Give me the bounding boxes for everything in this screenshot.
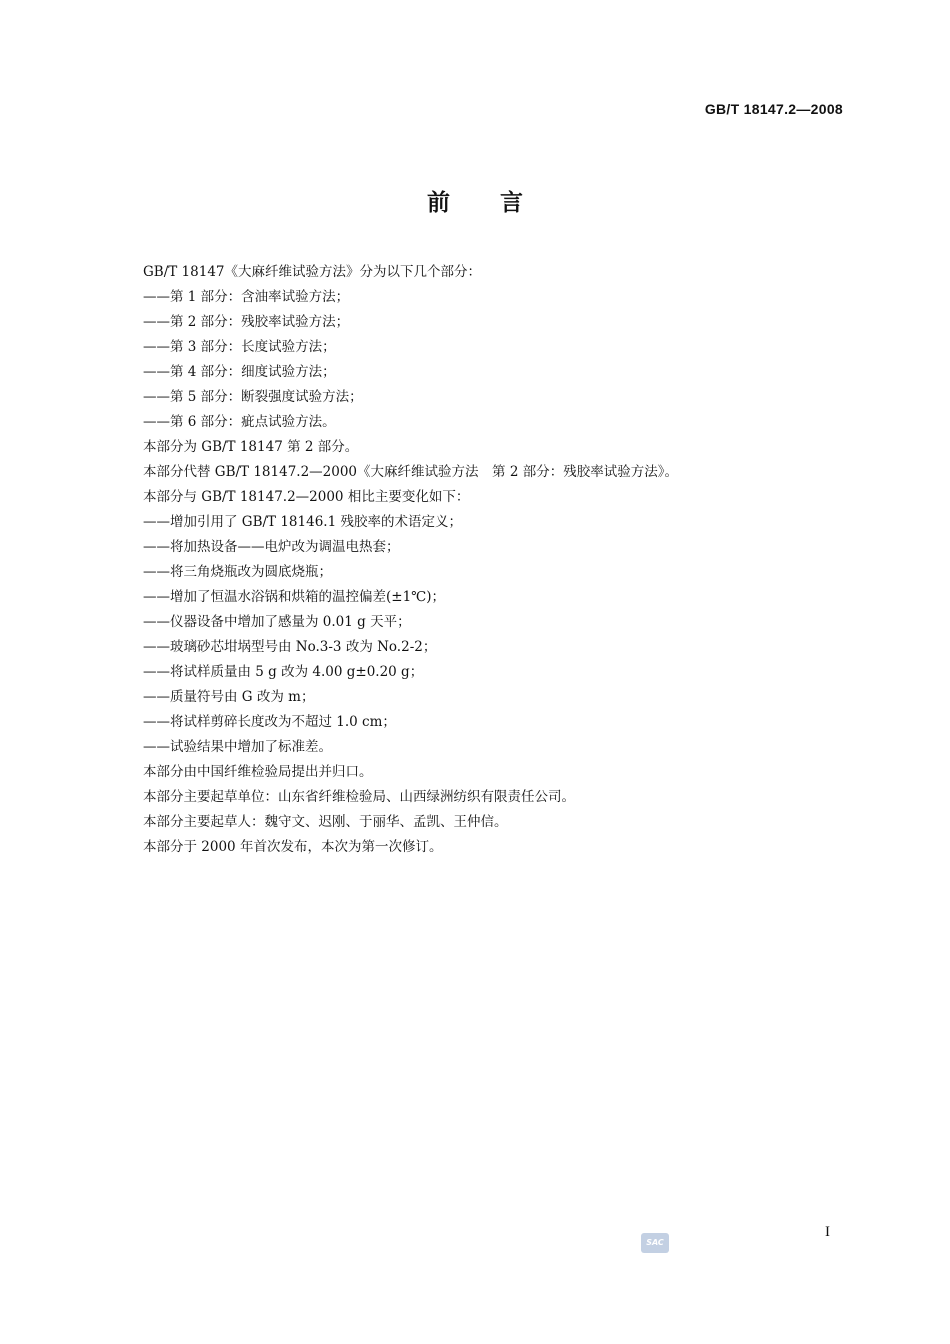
foreword-body: [143, 262, 843, 862]
text-line: ——将三角烧瓶改为圆底烧瓶；: [143, 564, 332, 580]
page-number: I: [825, 1224, 830, 1240]
text-line: ——增加了恒温水浴锅和烘箱的温控偏差(±1℃)；: [143, 589, 446, 605]
text-line: ——质量符号由 G 改为 m；: [143, 689, 315, 705]
text-line: ——增加引用了 GB/T 18146.1 残胶率的术语定义；: [143, 514, 462, 530]
text-line: ——试验结果中增加了标准差。: [143, 739, 332, 755]
standard-code: GB/T 18147.2—2008: [704, 101, 843, 117]
text-line: GB/T 18147《大麻纤维试验方法》分为以下几个部分：: [143, 264, 481, 280]
text-line: ——将试样质量由 5 g 改为 4.00 g±0.20 g；: [143, 664, 424, 680]
text-line: ——第 6 部分：疵点试验方法。: [143, 414, 336, 430]
text-line: ——第 5 部分：断裂强度试验方法；: [143, 389, 363, 405]
text-line: ——第 4 部分：细度试验方法；: [143, 364, 336, 380]
text-line: ——第 2 部分：残胶率试验方法；: [143, 314, 350, 330]
text-line: 本部分主要起草单位：山东省纤维检验局、山西绿洲纺织有限责任公司。: [143, 789, 575, 805]
text-line: ——将试样剪碎长度改为不超过 1.0 cm；: [143, 714, 396, 730]
text-line: ——将加热设备——电炉改为调温电热套；: [143, 539, 400, 555]
text-line: ——玻璃砂芯坩埚型号由 No.3-3 改为 No.2-2；: [143, 639, 437, 655]
sac-logo: SAC: [641, 1233, 669, 1253]
text-line: 本部分代替 GB/T 18147.2—2000《大麻纤维试验方法 第 2 部分：残胶率试验方法》。: [143, 464, 678, 480]
text-line: 本部分为 GB/T 18147 第 2 部分。: [143, 439, 359, 455]
text-line: 本部分于 2000 年首次发布，本次为第一次修订。: [143, 839, 443, 855]
text-line: 本部分与 GB/T 18147.2—2000 相比主要变化如下：: [143, 489, 470, 505]
page-title: 前言: [427, 190, 573, 216]
text-line: 本部分由中国纤维检验局提出并归口。: [143, 764, 373, 780]
text-line: 本部分主要起草人：魏守文、迟刚、于丽华、孟凯、王仲信。: [143, 814, 508, 830]
text-line: ——仪器设备中增加了感量为 0.01 g 天平；: [143, 614, 411, 630]
text-line: ——第 1 部分：含油率试验方法；: [143, 289, 350, 305]
text-line: ——第 3 部分：长度试验方法；: [143, 339, 336, 355]
